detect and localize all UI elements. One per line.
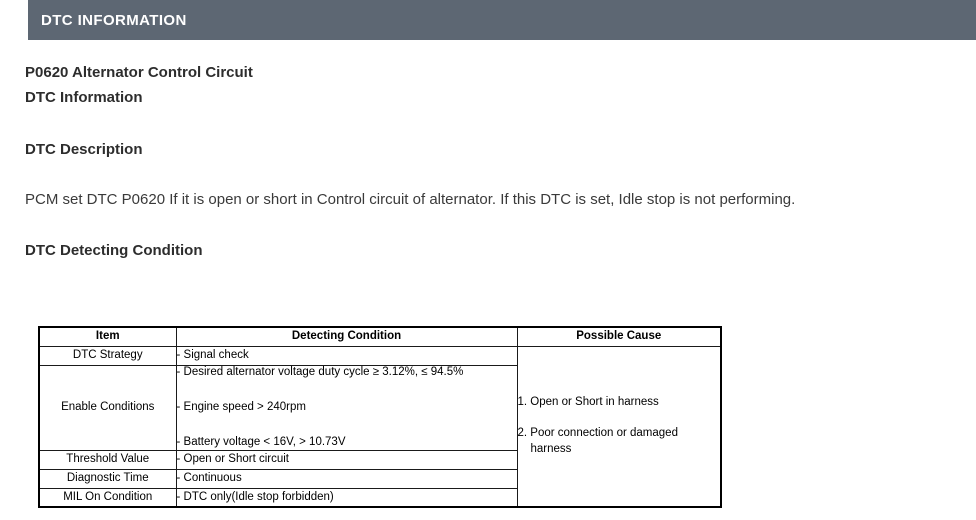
- possible-cause-item: 1. Open or Short in harness: [517, 396, 659, 409]
- item-cell: Enable Conditions: [39, 365, 176, 450]
- table-row-dtc-strategy: [39, 346, 721, 365]
- dtc-code-title: P0620 Alternator Control Circuit: [25, 64, 253, 81]
- condition-line: - Engine speed > 240rpm: [176, 400, 306, 413]
- column-header-detecting-condition: Detecting Condition: [176, 327, 517, 346]
- dtc-description-text: PCM set DTC P0620 If it is open or short in Control circuit of alternator. If this DTC is set, Idle stop is not performing.: [25, 191, 796, 208]
- dtc-detecting-condition-table: [38, 326, 722, 508]
- section-header-bar: [28, 0, 976, 40]
- condition-cell: [176, 365, 517, 450]
- condition-line: - Battery voltage < 16V, > 10.73V: [176, 436, 346, 449]
- item-cell: Diagnostic Time: [39, 469, 176, 488]
- condition-cell: - DTC only(Idle stop forbidden): [176, 488, 517, 507]
- condition-line: - Desired alternator voltage duty cycle ≥ 3.12%, ≤ 94.5%: [176, 365, 464, 378]
- dtc-description-heading: DTC Description: [25, 141, 143, 158]
- dtc-info-subtitle: DTC Information: [25, 89, 143, 106]
- table-header-row: [39, 327, 721, 346]
- item-cell: Threshold Value: [39, 450, 176, 469]
- condition-cell: - Signal check: [176, 346, 517, 365]
- column-header-possible-cause: Possible Cause: [517, 327, 721, 346]
- possible-cause-cell: [517, 346, 721, 507]
- item-cell: DTC Strategy: [39, 346, 176, 365]
- column-header-item: Item: [39, 327, 176, 346]
- item-cell: MIL On Condition: [39, 488, 176, 507]
- condition-cell: - Continuous: [176, 469, 517, 488]
- dtc-detecting-heading: DTC Detecting Condition: [25, 242, 203, 259]
- condition-cell: - Open or Short circuit: [176, 450, 517, 469]
- possible-cause-item: 2. Poor connection or damaged harness: [517, 426, 678, 455]
- section-title: DTC INFORMATION: [41, 11, 187, 29]
